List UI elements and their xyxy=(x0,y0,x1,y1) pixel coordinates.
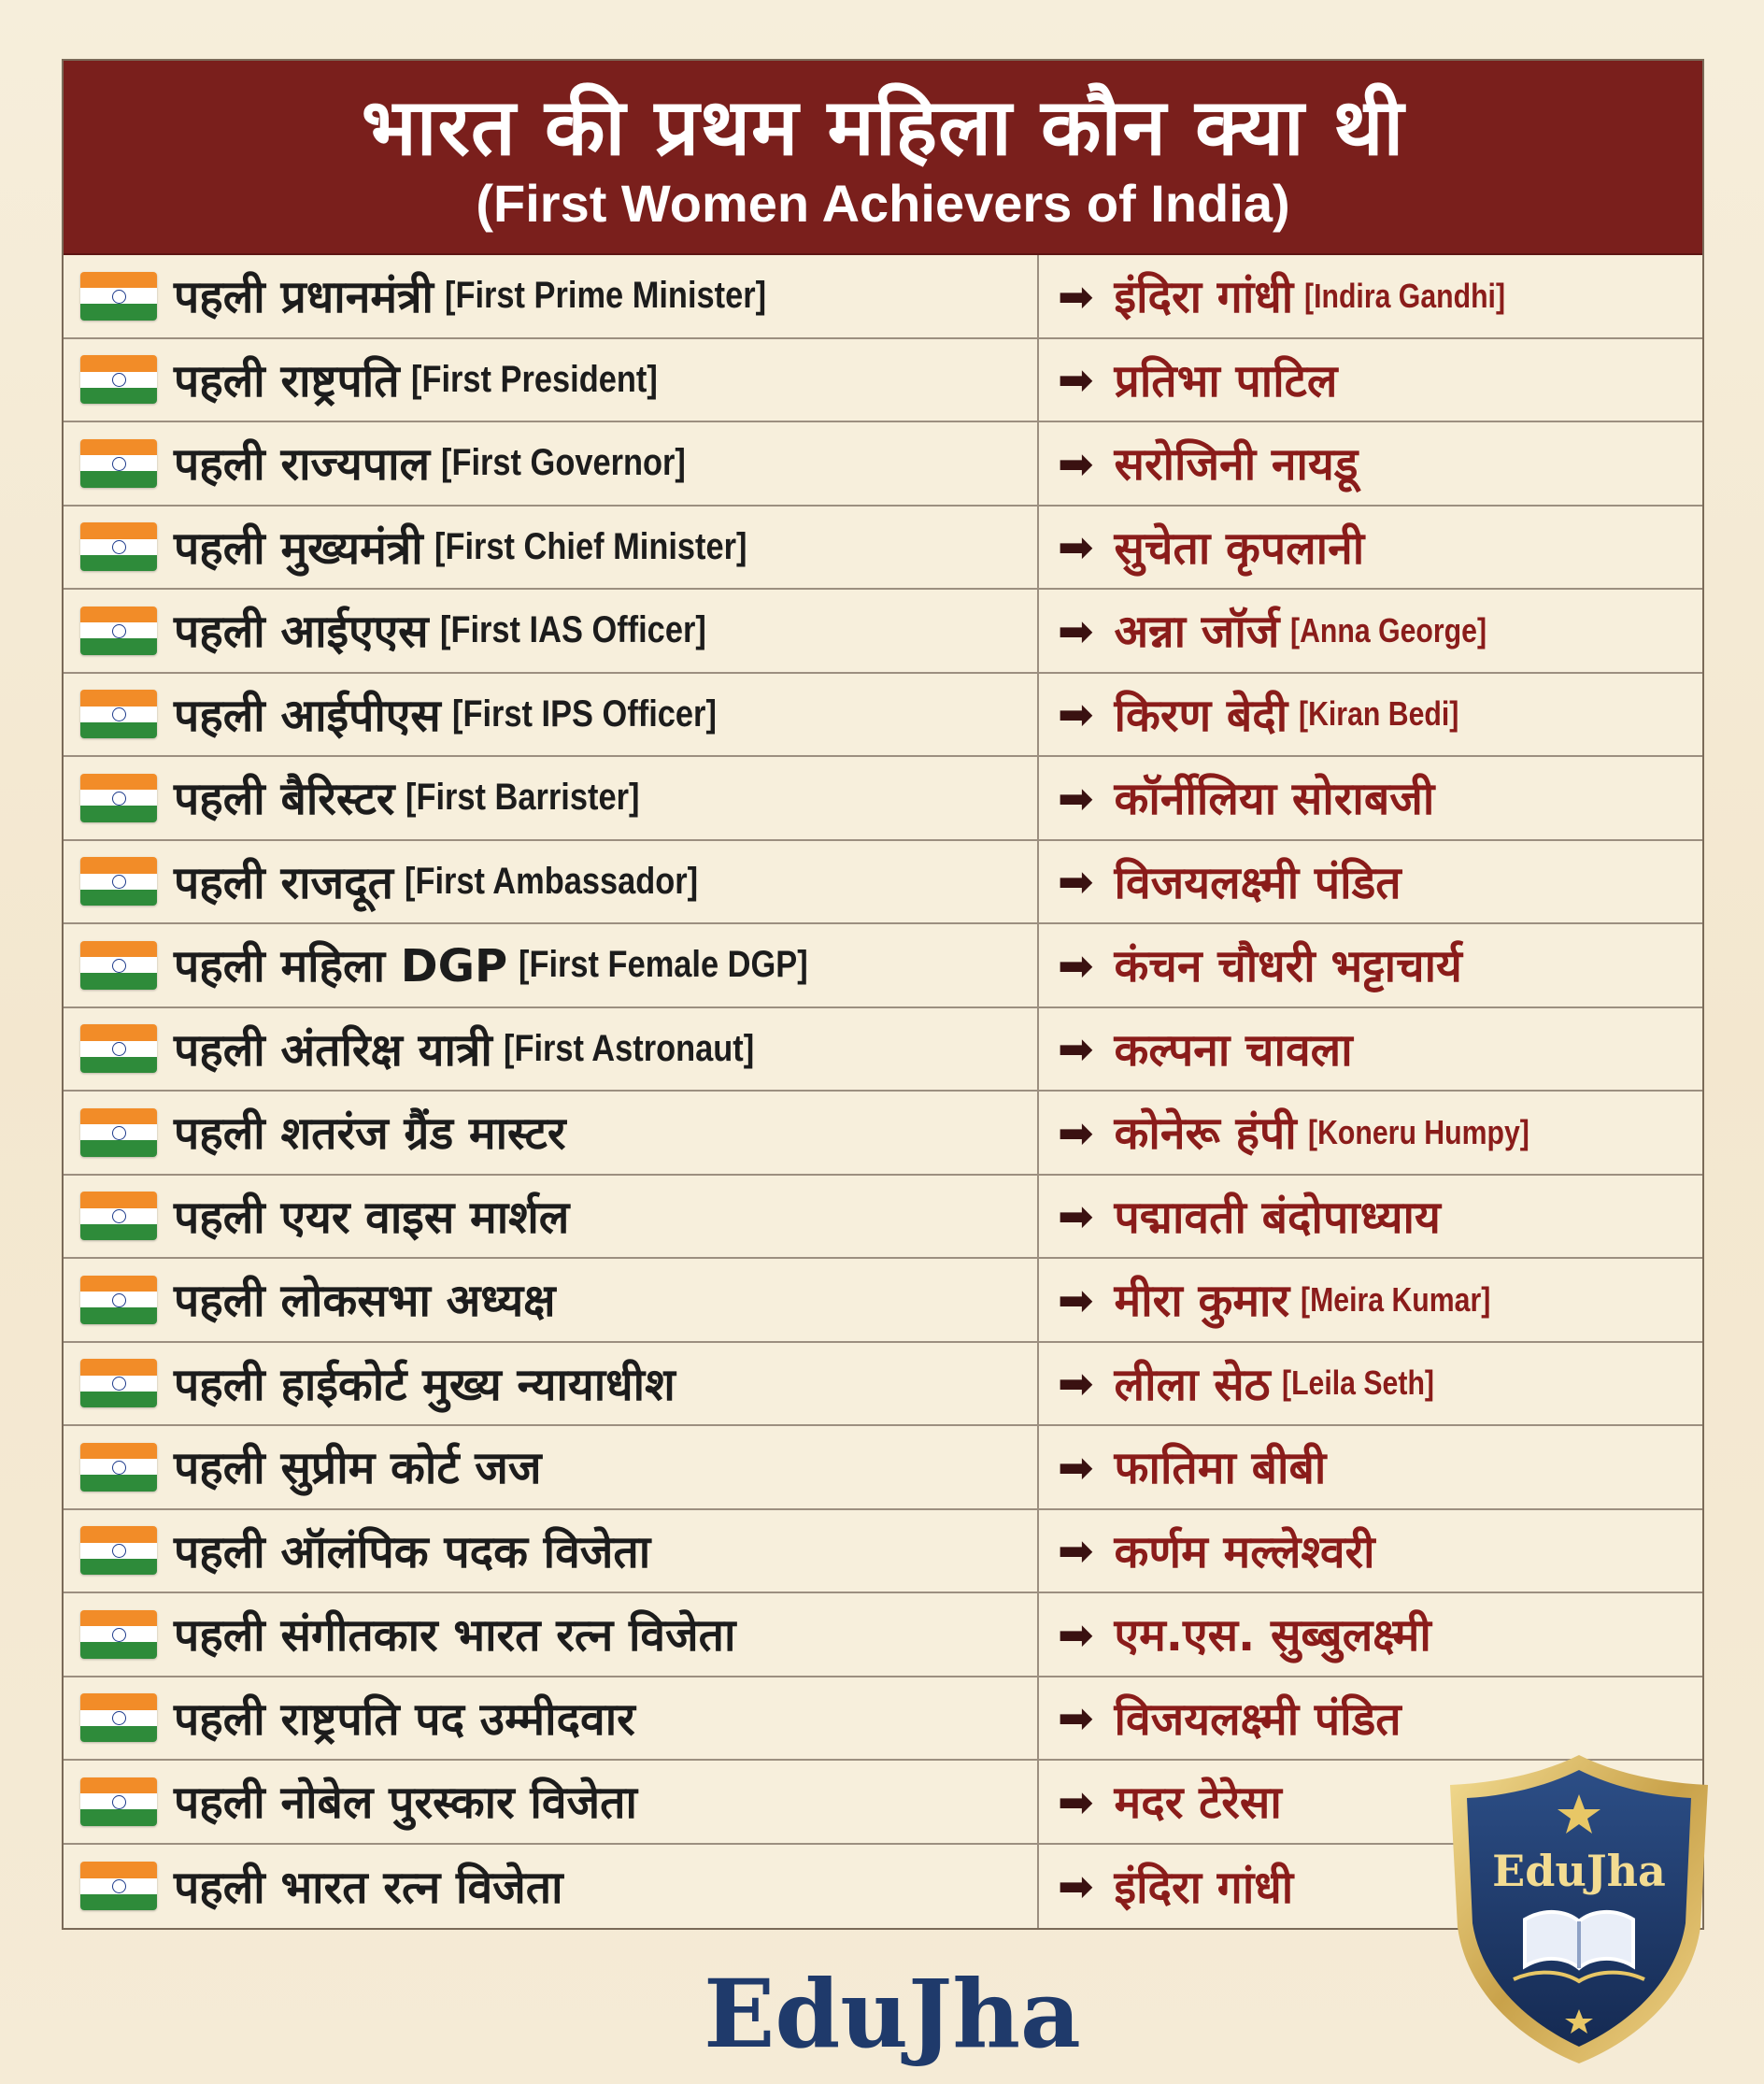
right-arrow-icon: ➡ xyxy=(1058,1692,1094,1744)
achiever-name-english: [Kiran Bedi] xyxy=(1299,694,1459,734)
role-cell xyxy=(64,507,1039,589)
achiever-name-hindi: किरण बेदी xyxy=(1114,689,1288,742)
role-cell xyxy=(64,590,1039,672)
role-cell xyxy=(64,841,1039,923)
achiever-cell xyxy=(1039,1176,1702,1258)
right-arrow-icon: ➡ xyxy=(1058,772,1094,823)
right-arrow-icon: ➡ xyxy=(1058,1358,1094,1409)
achiever-name-english: [Meira Kumar] xyxy=(1301,1279,1491,1319)
badge-brand-text: EduJha xyxy=(1492,1846,1666,1896)
india-flag-icon xyxy=(80,1359,157,1407)
role-cell xyxy=(64,1259,1039,1341)
role-hindi: पहली एयर वाइस मार्शल xyxy=(174,1191,570,1244)
table-row xyxy=(64,1008,1702,1092)
achiever-name-hindi: कर्णम मल्लेश्वरी xyxy=(1114,1525,1375,1578)
achiever-cell xyxy=(1039,1677,1702,1760)
role-cell xyxy=(64,1510,1039,1592)
right-arrow-icon: ➡ xyxy=(1058,1608,1094,1660)
right-arrow-icon: ➡ xyxy=(1058,521,1094,573)
india-flag-icon xyxy=(80,1024,157,1073)
india-flag-icon xyxy=(80,1693,157,1742)
right-arrow-icon: ➡ xyxy=(1058,856,1094,907)
table-row xyxy=(64,1259,1702,1343)
right-arrow-icon: ➡ xyxy=(1058,1525,1094,1577)
achiever-cell xyxy=(1039,1008,1702,1091)
india-flag-icon xyxy=(80,1526,157,1575)
right-arrow-icon: ➡ xyxy=(1058,689,1094,740)
achiever-name-hindi: मदर टेरेसा xyxy=(1114,1777,1282,1830)
table-row xyxy=(64,1092,1702,1176)
role-english: [First Female DGP] xyxy=(519,944,808,986)
page-title: भारत की प्रथम महिला कौन क्या थी xyxy=(361,81,1405,173)
achiever-cell xyxy=(1039,924,1702,1006)
role-hindi: पहली मुख्यमंत्री xyxy=(174,521,423,575)
india-flag-icon xyxy=(80,1777,157,1826)
achiever-cell xyxy=(1039,1510,1702,1592)
table-row xyxy=(64,674,1702,758)
role-hindi: पहली आईएएस xyxy=(174,606,429,659)
role-hindi: पहली प्रधानमंत्री xyxy=(174,271,434,324)
role-hindi: पहली महिला DGP xyxy=(174,940,508,993)
role-hindi: पहली नोबेल पुरस्कार विजेता xyxy=(174,1777,637,1830)
role-hindi: पहली हाईकोर्ट मुख्य न्यायाधीश xyxy=(174,1358,676,1411)
achiever-name-hindi: कल्पना चावला xyxy=(1114,1023,1353,1077)
achiever-cell xyxy=(1039,1259,1702,1341)
table-row xyxy=(64,1593,1702,1677)
role-hindi: पहली राष्ट्रपति पद उम्मीदवार xyxy=(174,1692,635,1746)
achiever-name-hindi: सुचेता कृपलानी xyxy=(1114,521,1365,575)
role-english: [First Governor] xyxy=(441,442,686,484)
india-flag-icon xyxy=(80,1276,157,1324)
table-header xyxy=(64,61,1702,255)
role-cell xyxy=(64,1426,1039,1508)
role-hindi: पहली आईपीएस xyxy=(174,689,441,742)
right-arrow-icon: ➡ xyxy=(1058,1776,1094,1827)
right-arrow-icon: ➡ xyxy=(1058,1861,1094,1912)
right-arrow-icon: ➡ xyxy=(1058,1023,1094,1075)
achiever-cell xyxy=(1039,674,1702,756)
role-cell xyxy=(64,757,1039,839)
india-flag-icon xyxy=(80,1108,157,1157)
right-arrow-icon: ➡ xyxy=(1058,939,1094,991)
footer-brand: EduJha xyxy=(704,1959,1081,2069)
achiever-name-english: [Leila Seth] xyxy=(1281,1363,1434,1403)
table-row xyxy=(64,1426,1702,1510)
role-english: [First Chief Minister] xyxy=(434,525,747,567)
role-hindi: पहली लोकसभा अध्यक्ष xyxy=(174,1275,556,1328)
table-row xyxy=(64,255,1702,339)
role-hindi: पहली शतरंज ग्रैंड मास्टर xyxy=(174,1107,566,1161)
right-arrow-icon: ➡ xyxy=(1058,437,1094,489)
role-english: [First IPS Officer] xyxy=(451,692,717,735)
table-row xyxy=(64,339,1702,423)
achiever-name-hindi: कोनेरू हंपी xyxy=(1114,1107,1297,1161)
achiever-name-hindi: पद्मावती बंदोपाध्याय xyxy=(1114,1191,1441,1244)
table-row xyxy=(64,507,1702,591)
achiever-name-hindi: विजयलक्ष्मी पंडित xyxy=(1114,856,1401,909)
table-row xyxy=(64,924,1702,1008)
table-row xyxy=(64,757,1702,841)
india-flag-icon xyxy=(80,1192,157,1240)
role-english: [First President] xyxy=(410,358,658,400)
achievers-table xyxy=(62,59,1704,1930)
role-hindi: पहली भारत रत्न विजेता xyxy=(174,1861,563,1914)
achiever-cell xyxy=(1039,841,1702,923)
role-cell xyxy=(64,422,1039,505)
achiever-cell xyxy=(1039,422,1702,505)
achiever-name-hindi: अन्ना जॉर्ज xyxy=(1114,606,1280,659)
india-flag-icon xyxy=(80,439,157,488)
india-flag-icon xyxy=(80,607,157,655)
achiever-name-english: [Koneru Humpy] xyxy=(1307,1112,1529,1151)
right-arrow-icon: ➡ xyxy=(1058,354,1094,406)
achiever-name-hindi: विजयलक्ष्मी पंडित xyxy=(1114,1692,1401,1746)
achiever-cell xyxy=(1039,1092,1702,1174)
achiever-name-hindi: सरोजिनी नायडू xyxy=(1114,438,1359,492)
india-flag-icon xyxy=(80,272,157,321)
india-flag-icon xyxy=(80,522,157,571)
role-hindi: पहली ऑलंपिक पदक विजेता xyxy=(174,1525,651,1578)
india-flag-icon xyxy=(80,1610,157,1659)
right-arrow-icon: ➡ xyxy=(1058,1191,1094,1242)
page-subtitle: (First Women Achievers of India) xyxy=(476,174,1290,233)
achiever-name-hindi: मीरा कुमार xyxy=(1114,1275,1290,1328)
achiever-name-hindi: इंदिरा गांधी xyxy=(1114,271,1294,324)
right-arrow-icon: ➡ xyxy=(1058,605,1094,656)
role-cell xyxy=(64,339,1039,421)
role-cell xyxy=(64,674,1039,756)
role-hindi: पहली सुप्रीम कोर्ट जज xyxy=(174,1442,542,1495)
table-row xyxy=(64,590,1702,674)
role-english: [First IAS Officer] xyxy=(439,609,706,651)
role-cell xyxy=(64,1008,1039,1091)
table-row xyxy=(64,1176,1702,1260)
role-english: [First Barrister] xyxy=(405,777,640,819)
role-hindi: पहली संगीतकार भारत रत्न विजेता xyxy=(174,1609,736,1663)
achiever-name-hindi: प्रतिभा पाटिल xyxy=(1114,354,1338,407)
achiever-name-english: [Indira Gandhi] xyxy=(1304,276,1506,315)
achiever-name-hindi: कंचन चौधरी भट्टाचार्य xyxy=(1114,940,1462,993)
table-row xyxy=(64,1343,1702,1427)
india-flag-icon xyxy=(80,774,157,822)
achiever-cell xyxy=(1039,1343,1702,1425)
india-flag-icon xyxy=(80,355,157,404)
role-cell xyxy=(64,1176,1039,1258)
india-flag-icon xyxy=(80,690,157,738)
achiever-cell xyxy=(1039,757,1702,839)
achiever-cell xyxy=(1039,1426,1702,1508)
achiever-name-hindi: कॉर्नीलिया सोराबजी xyxy=(1114,773,1435,826)
role-hindi: पहली राष्ट्रपति xyxy=(174,354,400,407)
achiever-name-hindi: इंदिरा गांधी xyxy=(1114,1861,1294,1914)
role-hindi: पहली राज्यपाल xyxy=(174,438,431,492)
right-arrow-icon: ➡ xyxy=(1058,1274,1094,1325)
table-row xyxy=(64,422,1702,507)
achiever-name-english: [Anna George] xyxy=(1290,610,1487,649)
achiever-cell xyxy=(1039,590,1702,672)
table-row xyxy=(64,1510,1702,1594)
india-flag-icon xyxy=(80,1443,157,1492)
table-row xyxy=(64,841,1702,925)
role-cell xyxy=(64,255,1039,337)
india-flag-icon xyxy=(80,941,157,990)
table-row xyxy=(64,1677,1702,1762)
role-cell xyxy=(64,1761,1039,1843)
right-arrow-icon: ➡ xyxy=(1058,270,1094,321)
role-hindi: पहली अंतरिक्ष यात्री xyxy=(174,1023,492,1077)
edujha-shield-logo xyxy=(1439,1749,1719,2067)
achiever-cell xyxy=(1039,507,1702,589)
role-cell xyxy=(64,1092,1039,1174)
right-arrow-icon: ➡ xyxy=(1058,1441,1094,1492)
achiever-name-hindi: एम.एस. सुब्बुलक्ष्मी xyxy=(1114,1609,1431,1663)
achiever-cell xyxy=(1039,339,1702,421)
role-english: [First Prime Minister] xyxy=(444,275,767,317)
role-cell xyxy=(64,924,1039,1006)
india-flag-icon xyxy=(80,857,157,906)
achiever-cell xyxy=(1039,1593,1702,1676)
role-english: [First Astronaut] xyxy=(503,1027,755,1069)
role-cell xyxy=(64,1593,1039,1676)
achiever-name-hindi: फातिमा बीबी xyxy=(1114,1442,1327,1495)
india-flag-icon xyxy=(80,1862,157,1910)
role-cell xyxy=(64,1845,1039,1929)
role-cell xyxy=(64,1343,1039,1425)
table-body xyxy=(64,255,1702,1928)
achiever-cell xyxy=(1039,255,1702,337)
role-hindi: पहली बैरिस्टर xyxy=(174,773,395,826)
achiever-name-hindi: लीला सेठ xyxy=(1114,1358,1271,1411)
role-english: [First Ambassador] xyxy=(404,860,699,902)
right-arrow-icon: ➡ xyxy=(1058,1106,1094,1158)
role-cell xyxy=(64,1677,1039,1760)
role-hindi: पहली राजदूत xyxy=(174,856,393,909)
